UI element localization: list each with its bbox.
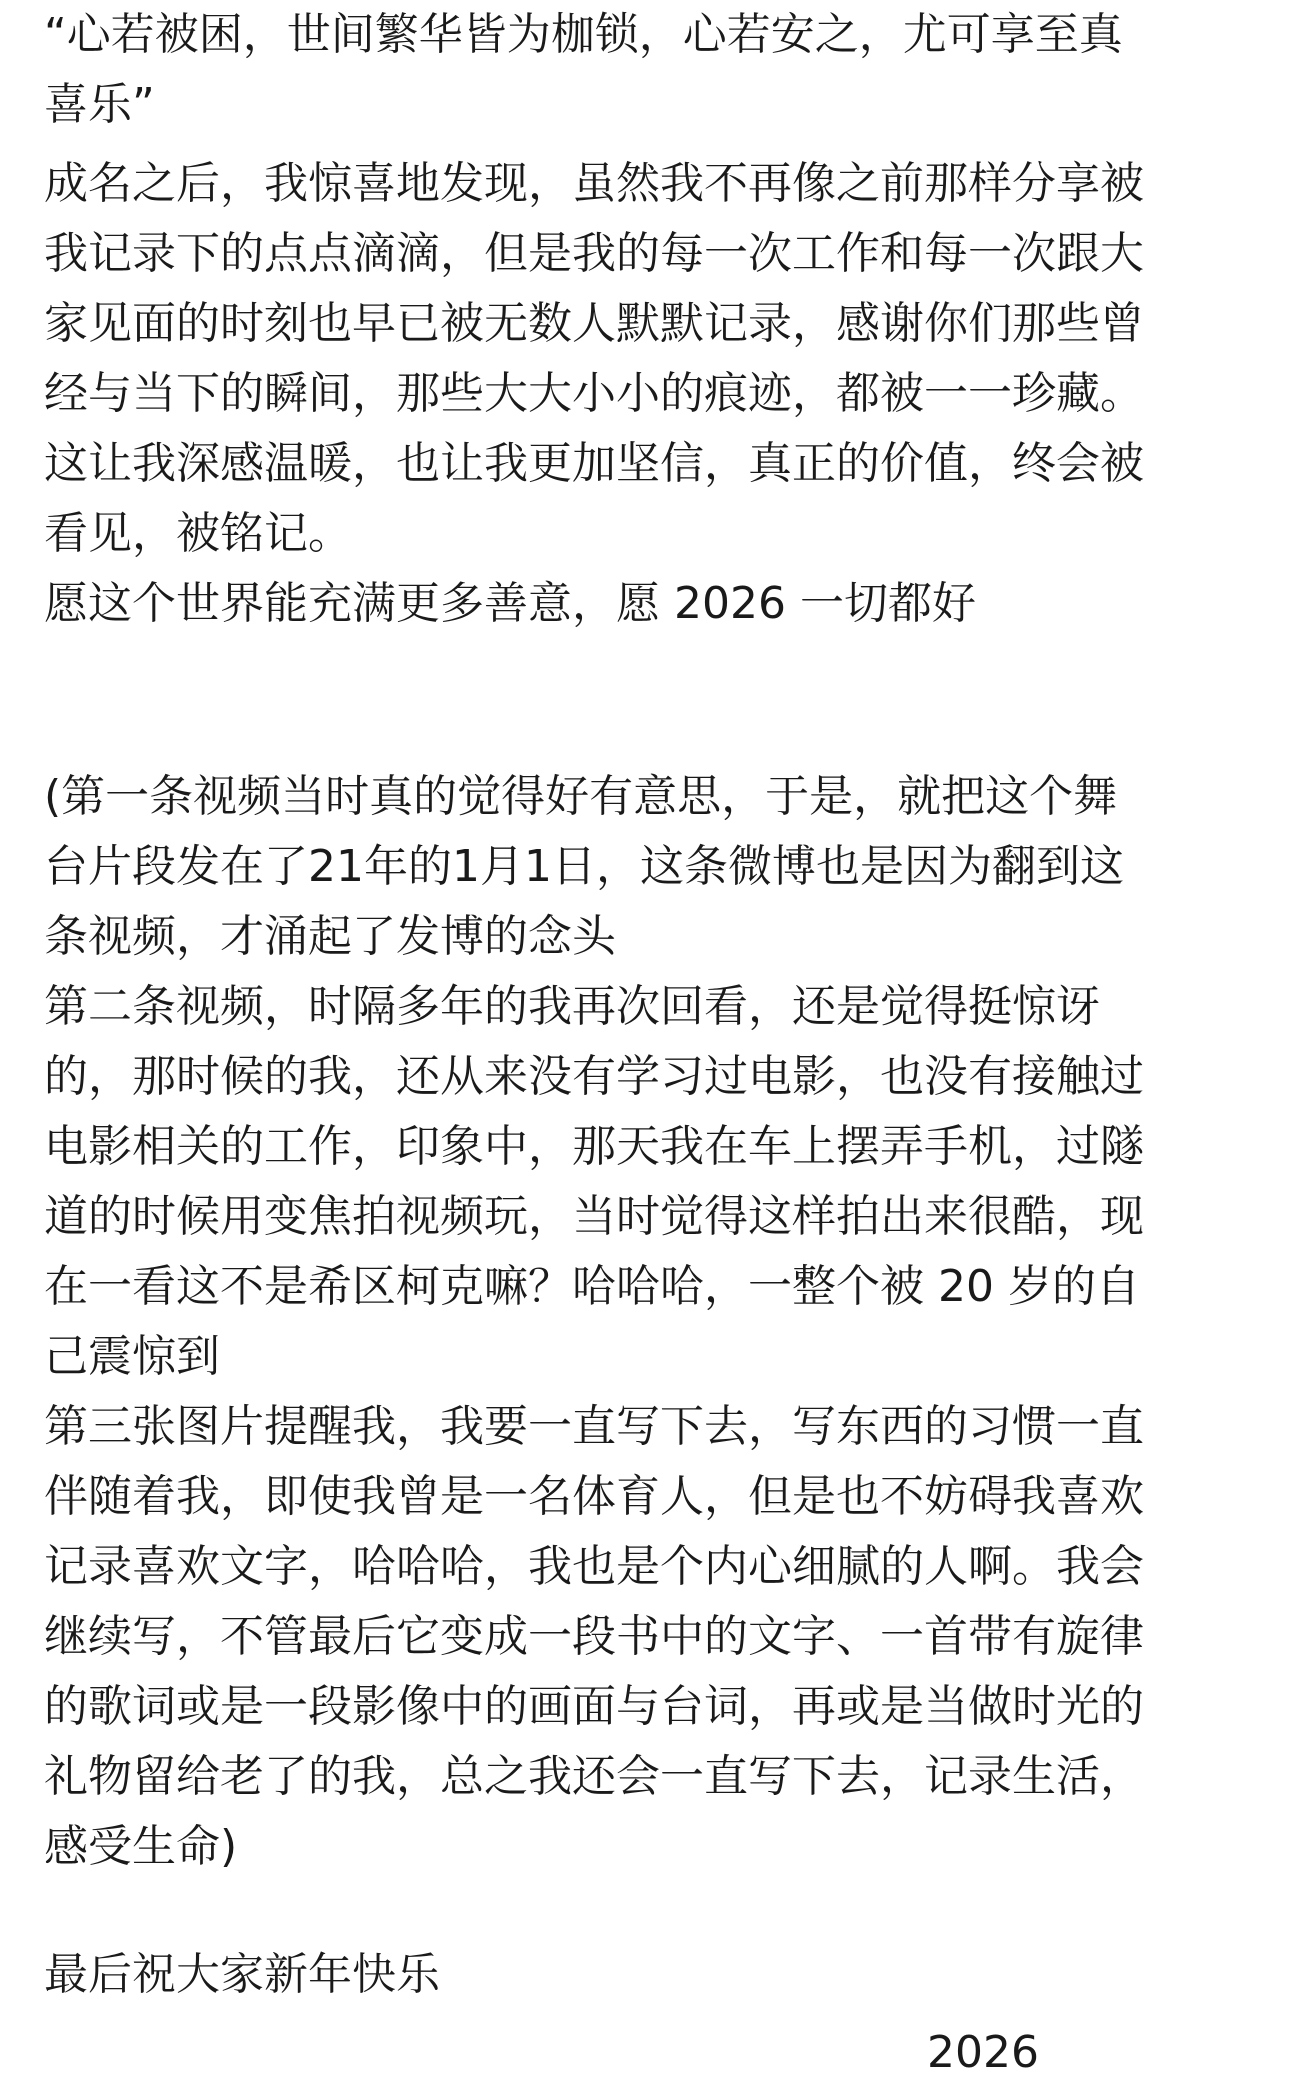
notes-line-3: 条视频，才涌起了发博的念头 (44, 911, 616, 962)
fame-line-4: 经与当下的瞬间，那些大大小小的痕迹，都被一一珍藏。 (44, 368, 1144, 419)
notes-line-9: 己震惊到 (44, 1331, 220, 1382)
notes-line-2: 台片段发在了21年的1月1日，这条微博也是因为翻到这 (44, 841, 1124, 892)
notes-line-16: 感受生命) (44, 1821, 238, 1872)
notes-line-14: 的歌词或是一段影像中的画面与台词，再或是当做时光的 (44, 1681, 1144, 1732)
closing-greeting: 最后祝大家新年快乐 (44, 1949, 440, 2000)
notes-line-7: 道的时候用变焦拍视频玩，当时觉得这样拍出来很酷，现 (44, 1191, 1144, 1242)
quote-line-1: “心若被困，世间繁华皆为枷锁，心若安之，尤可享至真 (44, 9, 1123, 60)
closing-greeting-block (44, 1940, 1244, 2010)
notes-line-15: 礼物留给老了的我，总之我还会一直写下去，记录生活， (44, 1751, 1144, 1802)
notes-line-8: 在一看这不是希区柯克嘛？哈哈哈，一整个被 20 岁的自 (44, 1261, 1140, 1312)
notes-line-13: 继续写，不管最后它变成一段书中的文字、一首带有旋律 (44, 1611, 1144, 1662)
fame-line-2: 我记录下的点点滴滴，但是我的每一次工作和每一次跟大 (44, 228, 1144, 279)
fame-line-3: 家见面的时刻也早已被无数人默默记录，感谢你们那些曾 (44, 298, 1144, 349)
notes-line-5: 的，那时候的我，还从来没有学习过电影，也没有接触过 (44, 1051, 1144, 1102)
notes-line-1: (第一条视频当时真的觉得好有意思，于是，就把这个舞 (44, 771, 1118, 822)
notes-line-6: 电影相关的工作，印象中，那天我在车上摆弄手机，过隧 (44, 1121, 1144, 1172)
fame-line-6: 看见，被铭记。 (44, 508, 352, 559)
closing-year: 2026 (927, 2027, 1039, 2078)
quote-line-2: 喜乐” (44, 79, 155, 130)
notes-line-12: 记录喜欢文字，哈哈哈，我也是个内心细腻的人啊。我会 (44, 1541, 1144, 1592)
fame-line-1: 成名之后，我惊喜地发现，虽然我不再像之前那样分享被 (44, 158, 1144, 209)
notes-line-10: 第三张图片提醒我，我要一直写下去，写东西的习惯一直 (44, 1401, 1144, 1452)
fame-line-5: 这让我深感温暖，也让我更加坚信，真正的价值，终会被 (44, 438, 1144, 489)
fame-paragraph (44, 149, 1244, 639)
notes-line-4: 第二条视频，时隔多年的我再次回看，还是觉得挺惊讶 (44, 981, 1100, 1032)
opening-quote (44, 0, 1244, 140)
fame-line-7: 愿这个世界能充满更多善意，愿 2026 一切都好 (44, 578, 976, 629)
notes-paragraph (44, 762, 1244, 1882)
notes-line-11: 伴随着我，即使我曾是一名体育人，但是也不妨碍我喜欢 (44, 1471, 1144, 1522)
